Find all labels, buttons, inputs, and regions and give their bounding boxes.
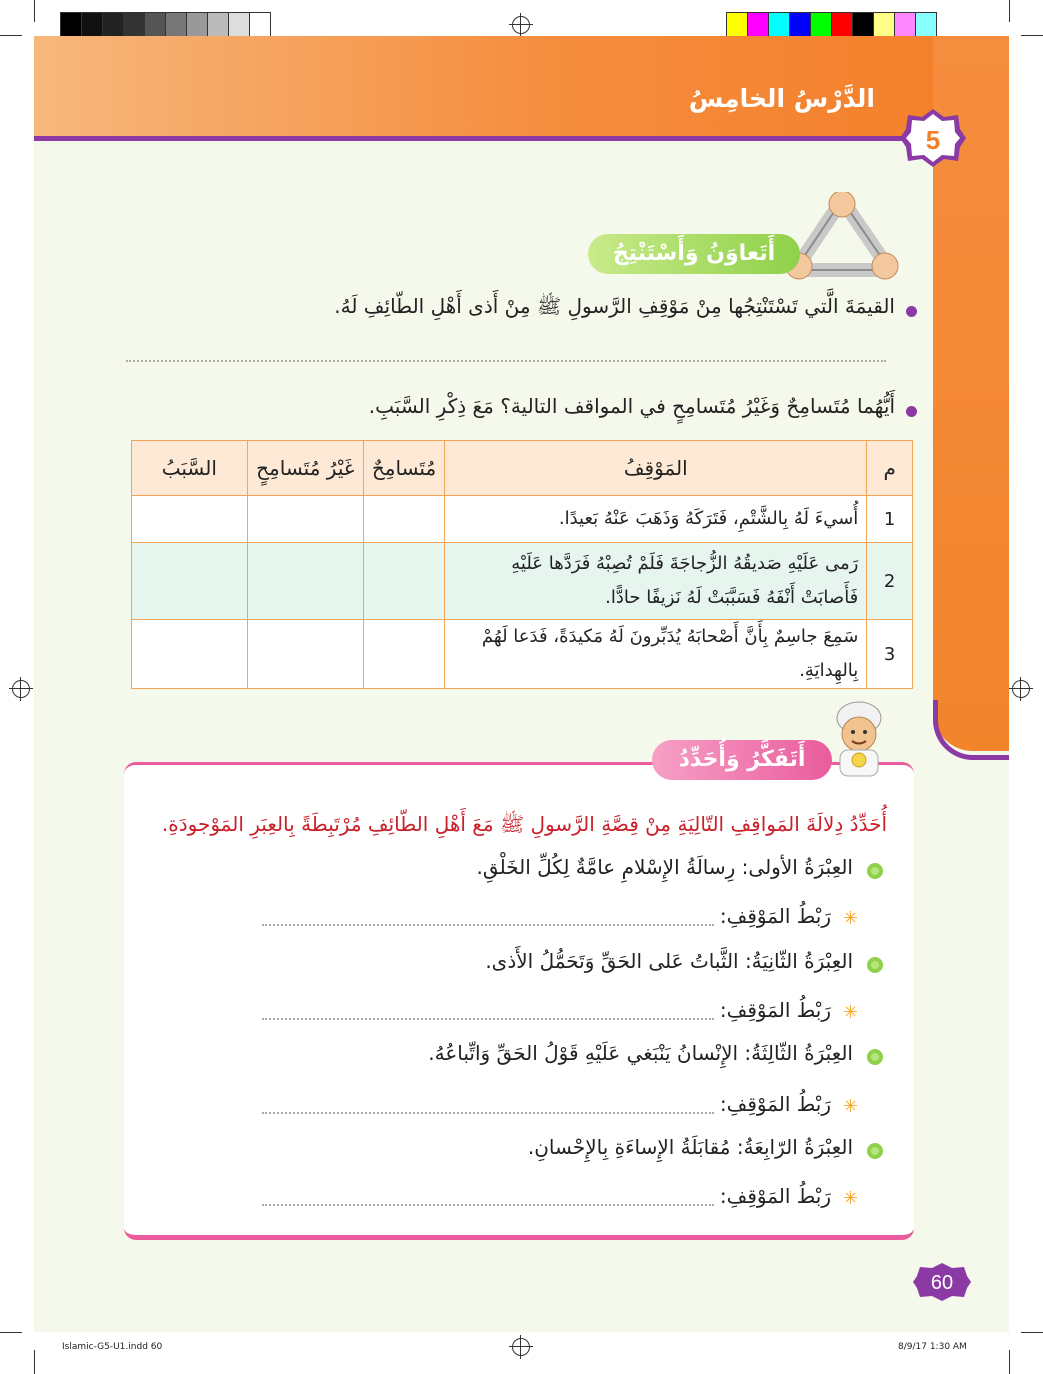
green-flower-bullet-icon <box>866 862 884 880</box>
teamwork-hands-illustration <box>785 192 900 282</box>
registration-mark <box>12 680 30 698</box>
intolerant-cell[interactable] <box>247 496 363 543</box>
registration-mark <box>512 1338 530 1356</box>
footer-file-info: Islamic-G5-U1.indd 60 <box>62 1342 163 1352</box>
intolerant-cell[interactable] <box>247 620 363 689</box>
question-2: أَيُّهُما مُتَسامِحٌ وَغَيْرُ مُتَسامِحٍ في المواقف التالية؟ مَعَ ذِكْرِ السَّبَبِ. <box>368 394 895 418</box>
trim-mark <box>1021 35 1043 36</box>
answer-line[interactable] <box>262 1018 714 1020</box>
row-number: 2 <box>867 543 913 620</box>
table-header-row <box>132 441 913 496</box>
trim-mark <box>1009 0 1010 22</box>
section-title-reflect: أَتَفَكَّرُ وَأُحَدِّدُ <box>652 740 832 780</box>
question-1: القيمَةَ الَّتي تَسْتَنْتِجُها مِنْ مَوْقِفِ الرَّسولِ ﷺ مِنْ أَذى أَهْلِ الطّائِفِ لَهُ. <box>334 294 895 318</box>
tolerant-cell[interactable] <box>363 620 444 689</box>
page-number: 60 <box>930 1272 954 1294</box>
lesson-number-badge <box>898 107 968 169</box>
lesson-3-text: العِبْرَةُ الثّالِثَةُ: الإِنْسانُ يَنْبَغي عَلَيْهِ قَوْلُ الحَقِّ وَاتِّباعُهُ. <box>428 1041 853 1065</box>
trim-mark <box>0 35 22 36</box>
row-number: 3 <box>867 620 913 689</box>
tolerant-cell[interactable] <box>363 543 444 620</box>
col-number-header: م <box>867 441 913 496</box>
col-intolerant-header: غَيْرُ مُتَسامِحٍ <box>247 441 363 496</box>
lesson-number: 5 <box>925 125 941 155</box>
link-label: رَبْطُ المَوْقِفِ: <box>719 904 831 928</box>
answer-line[interactable] <box>126 360 886 362</box>
trim-mark <box>34 1350 35 1374</box>
trim-mark <box>0 1332 22 1333</box>
table-row <box>132 543 913 620</box>
col-situation-header: المَوْقِفُ <box>445 441 867 496</box>
reason-cell[interactable] <box>132 496 248 543</box>
lesson-4-text: العِبْرَةُ الرّابِعَةُ: مُقابَلَةُ الإِساءَةِ بِالإِحْسانِ. <box>527 1135 853 1159</box>
section-title-cooperate: أَتَعاوَنُ وَأَسْتَنْتِجُ <box>588 234 800 274</box>
green-flower-bullet-icon <box>866 1142 884 1160</box>
star-bullet-icon: ✳ <box>843 1096 859 1117</box>
lesson-1-text: العِبْرَةُ الأولى: رِسالَةُ الإِسْلامِ عامَّةٌ لِكُلِّ الخَلْقِ. <box>476 855 853 879</box>
registration-mark <box>1012 680 1030 698</box>
table-row <box>132 496 913 543</box>
bullet-icon <box>906 406 917 417</box>
link-label: رَبْطُ المَوْقِفِ: <box>719 1184 831 1208</box>
col-tolerant-header: مُتَسامِحٌ <box>363 441 444 496</box>
answer-line[interactable] <box>262 1204 714 1206</box>
answer-line[interactable] <box>262 1112 714 1114</box>
col-reason-header: السَّبَبُ <box>132 441 248 496</box>
lesson-2-text: العِبْرَةُ الثّانِيَةُ: الثَّباتُ عَلى الحَقِّ وَتَحَمُّلُ الأَذى. <box>485 949 853 973</box>
header-divider <box>34 136 939 141</box>
star-bullet-icon: ✳ <box>843 1002 859 1023</box>
tolerant-cell[interactable] <box>363 496 444 543</box>
intolerant-cell[interactable] <box>247 543 363 620</box>
lesson-title: الدَّرْسُ الخامِسُ <box>688 84 875 113</box>
row-number: 1 <box>867 496 913 543</box>
situation-text: أُسيءَ لَهُ بِالشَّتْمِ، فَتَرَكَهُ وَذَهَبَ عَنْهُ بَعيدًا. <box>445 496 867 543</box>
trim-mark <box>1021 1332 1043 1333</box>
star-bullet-icon: ✳ <box>843 1188 859 1209</box>
bullet-icon <box>906 306 917 317</box>
green-flower-bullet-icon <box>866 956 884 974</box>
situation-text: سَمِعَ جاسِمٌ بِأَنَّ أَصْحابَهُ يُدَبِّرونَ لَهُ مَكيدَةً، فَدَعا لَهُمْ بِالهِدايَةِ. <box>445 620 867 689</box>
green-flower-bullet-icon <box>866 1048 884 1066</box>
link-label: رَبْطُ المَوْقِفِ: <box>719 998 831 1022</box>
thinking-boy-illustration <box>828 698 890 778</box>
page-number-badge <box>912 1262 972 1302</box>
situation-text: رَمى عَلَيْهِ صَديقُهُ الزُّجاجَةَ فَلَمْ تُصِبْهُ فَرَدَّها عَلَيْهِ فَأَصابَتْ أَنْفَهُ فَسَبَّبَتْ لَهُ نَزيفًا حادًّا. <box>445 543 867 620</box>
instruction-text: أُحَدِّدُ دِلالَةَ المَواقِفِ التّالِيَةِ مِنْ قِصَّةِ الرَّسولِ ﷺ مَعَ أَهْلِ الطّائِفِ مُرْتَبِطَةً بِالعِبَرِ المَوْجودَةِ. <box>161 812 887 836</box>
link-label: رَبْطُ المَوْقِفِ: <box>719 1092 831 1116</box>
reason-cell[interactable] <box>132 543 248 620</box>
star-bullet-icon: ✳ <box>843 908 859 929</box>
answer-line[interactable] <box>262 924 714 926</box>
reason-cell[interactable] <box>132 620 248 689</box>
trim-mark <box>34 0 35 22</box>
registration-mark <box>512 16 530 34</box>
trim-mark <box>1009 1350 1010 1374</box>
footer-date: 8/9/17 1:30 AM <box>898 1342 967 1352</box>
situations-table <box>131 440 913 689</box>
table-row <box>132 620 913 689</box>
